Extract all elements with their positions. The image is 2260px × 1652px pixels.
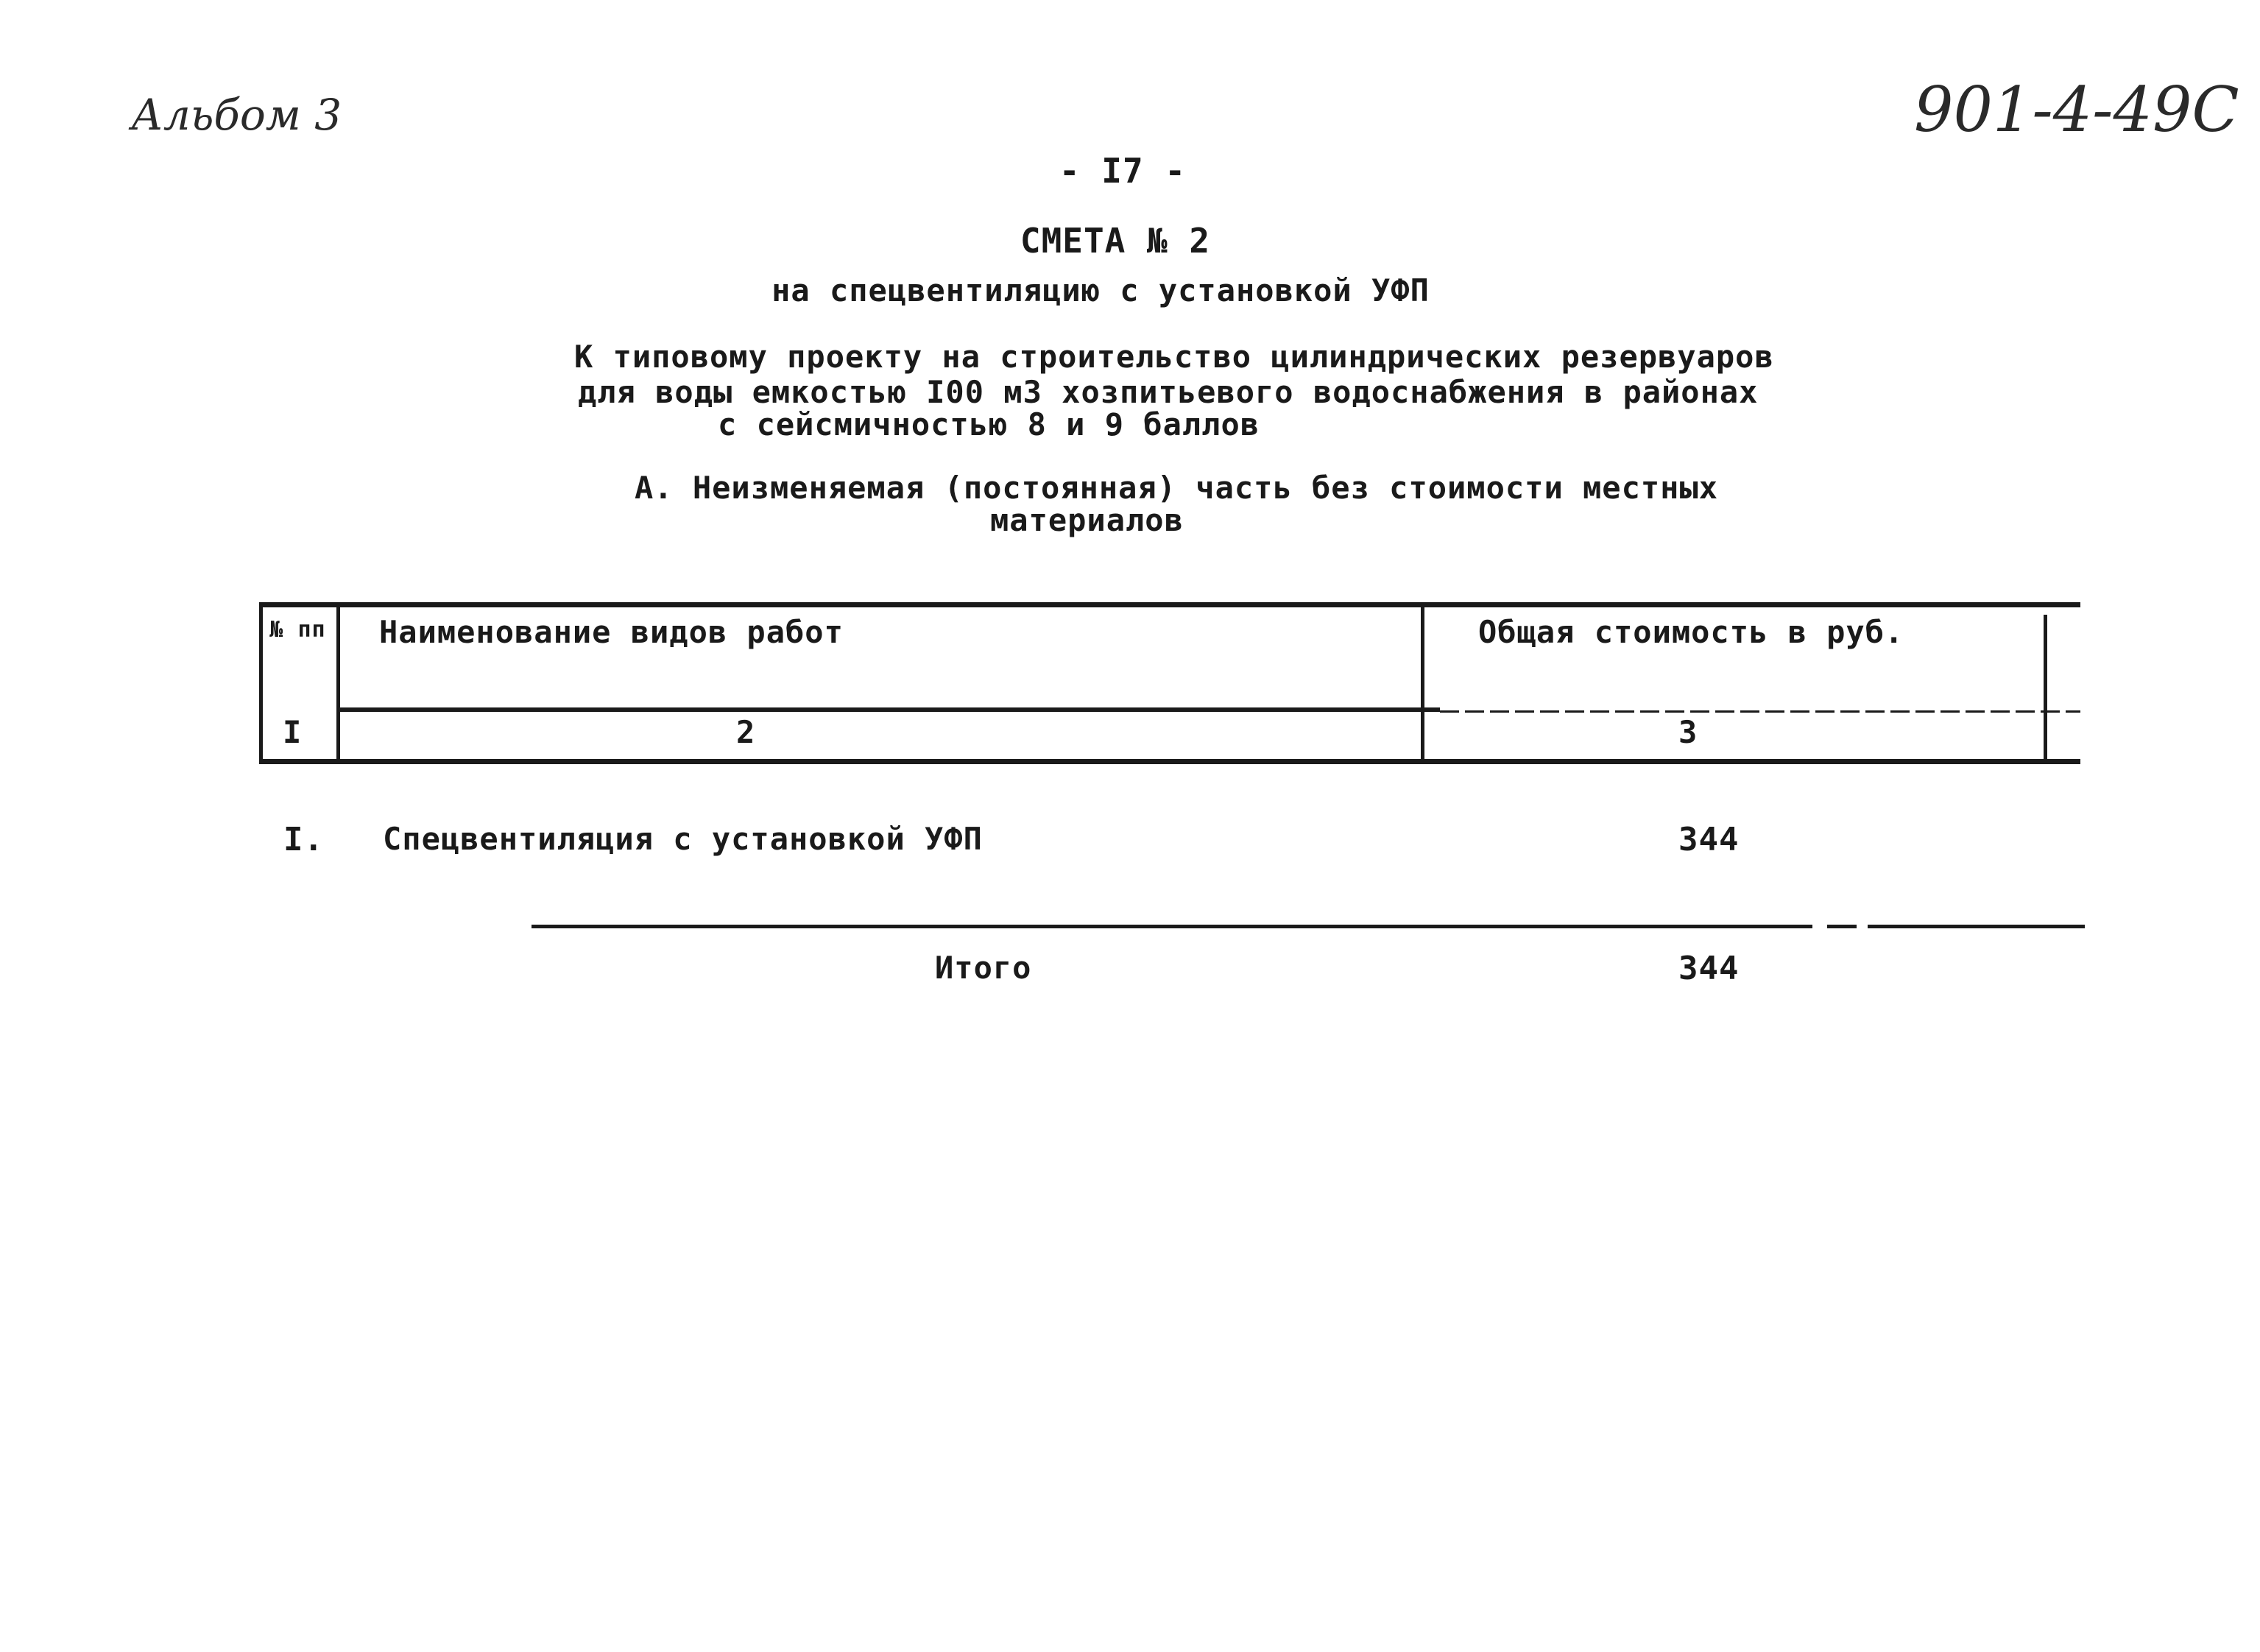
table-bottom-border [259,759,2080,764]
table-right-border [2044,615,2047,759]
total-rule [532,925,2085,928]
total-cost: 344 [1678,950,1740,987]
table-col-divider-2 [1421,607,1424,759]
section-heading-line-1: А. Неизменяемая (постоянная) часть без стоимости местных [635,470,1719,506]
album-note: Альбом 3 [131,90,342,140]
description-line-2: для воды емкостью I00 м3 хозпитьевого водоснабжения в районах [578,374,1759,410]
col-number-2: 2 [736,714,756,750]
estimate-subtitle: на спецвентиляцию с установкой УФП [771,272,1430,308]
table-col-divider-1 [336,607,340,759]
row-1-number: I. [283,821,324,858]
description-line-1: К типовому проекту на строительство цилиндрических резервуаров [574,339,1774,375]
col-number-1: I [283,714,303,750]
estimate-title: СМЕТА № 2 [1020,221,1211,261]
row-1-work-name: Спецвентиляция с установкой УФП [383,821,983,857]
total-label: Итого [935,950,1032,986]
col-header-total-cost: Общая стоимость в руб. [1478,614,1904,650]
col-header-work-name: Наименование видов работ [379,614,844,650]
project-code: 901-4-49С [1914,74,2239,146]
table-top-border [259,602,2080,607]
description-line-3: с сейсмичностью 8 и 9 баллов [718,406,1260,442]
col-header-number: № пп [269,617,326,643]
col-number-3: 3 [1678,714,1698,750]
row-1-cost: 344 [1678,821,1740,858]
header-separator-dashed [1440,710,2080,713]
page-number: - I7 - [1059,151,1187,191]
header-separator [340,707,1440,712]
section-heading-line-2: материалов [990,502,1184,538]
